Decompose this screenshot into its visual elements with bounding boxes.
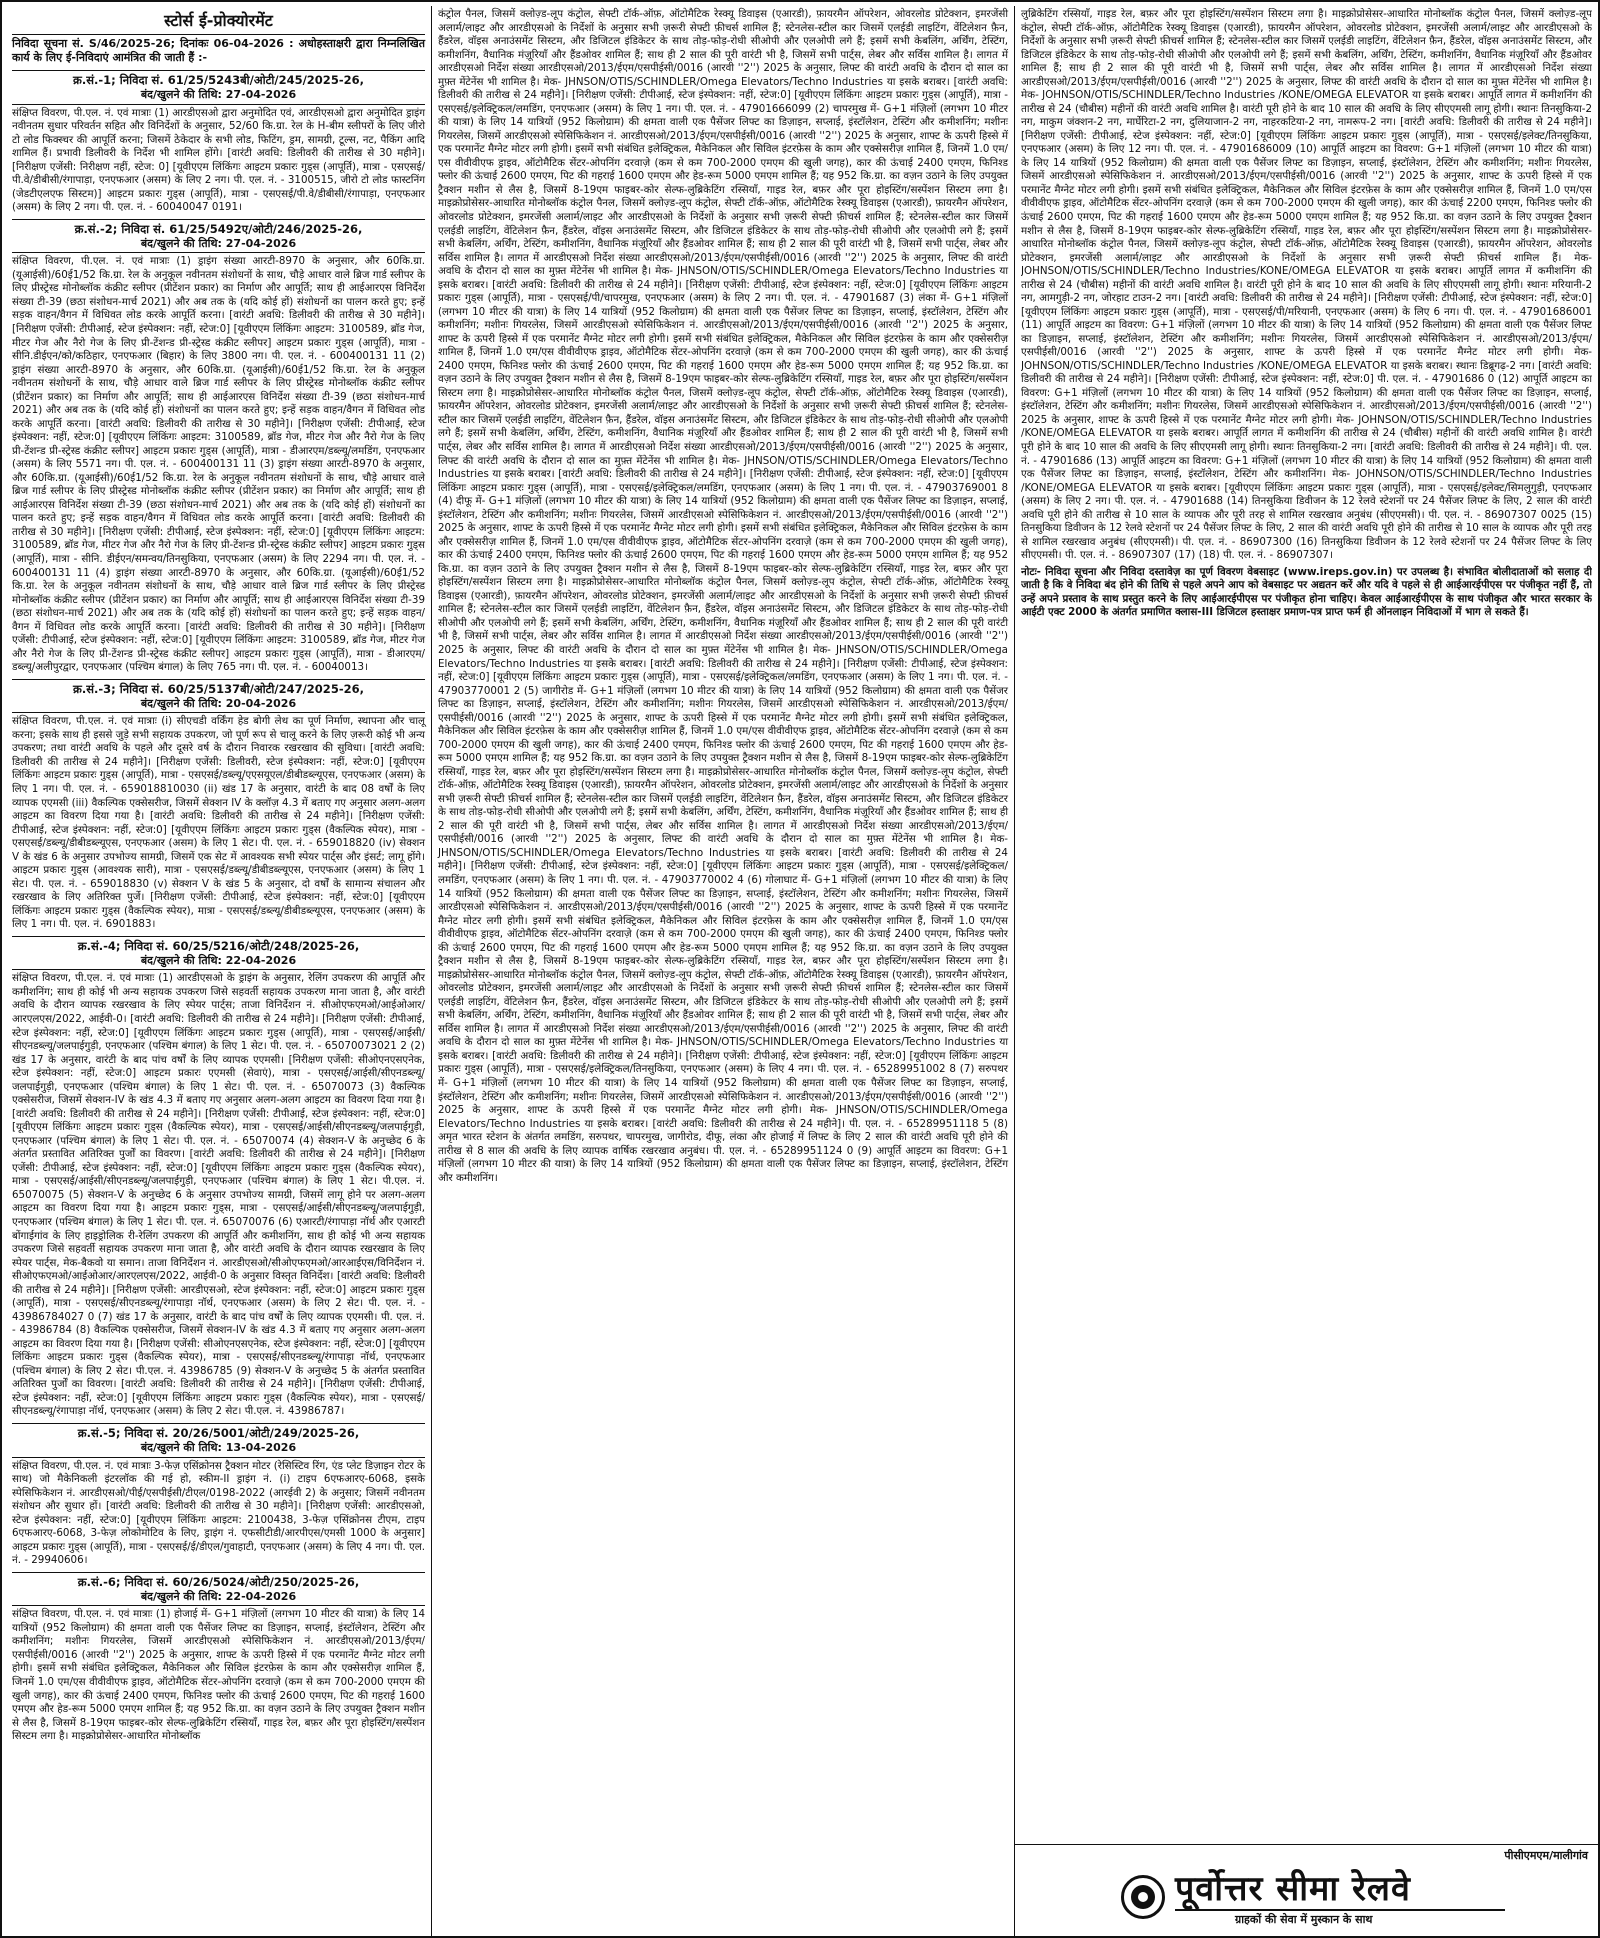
tagline-divider: [1175, 1909, 1505, 1911]
tender-2: [12, 219, 425, 675]
railway-name: पूर्वोत्तर सीमा रेलवे: [1175, 1869, 1411, 1909]
note-text: नोटः- निविदा सूचना और निविदा दस्तावेज़ का पूर्ण विवरण वेबसाइट (www.ireps.gov.in) पर उपलब्ध है। संभावित बोलीदाताओं को सलाह दी जाती है कि वे निविदा बंद होने की तिथि से पहले अपने आप को वेबसाइट पर अद्यतन करें और यदि वे पहले से ही आईआरईपीएस पर पंजीकृत नहीं हैं, तो उन्हें अपने प्रस्ताव के साथ प्रस्तुत करने के लिए आईआरईपीएस पर पंजीकृत होना चाहिए। केवल आईआरईपीएस के साथ पंजीकृत और भारत सरकार के आईटी एक्ट 2000 के अंतर्गत प्रमाणित क्लास-III डिजिटल हस्ताक्षर प्रमाण-पत्र प्राप्त फर्म ही ऑनलाइन निविदाओं में भाग ले सकते हैं।: [1021, 565, 1592, 619]
tender-description: संक्षिप्त विवरण, पी.एल. नं. एवं मात्राः (1) होजाई में- G+1 मंज़िलों (लगभग 10 मीटर की यात्रा) के लिए 14 यात्रियों (952 किलोग्राम) की क्षमता वाली एक पैसेंजर लिफ्ट का डिज़ाइन, सप्लाई, इंस्टॉलेशन, टेस्टिंग और कमीशनिंग; मशीनः गियरलेस, जिसमें आरडीएसओ स्पेसिफिकेशन नं. आरडीएसओ/2013/ईएम/एसपीईसी/0016 (आरवी ''2'') 2025 के अनुसार, शाफ्ट के ऊपरी हिस्से में एक परमानेंट मैग्नेट मोटर लगी होगी। इसमें सभी संबंधित इलेक्ट्रिकल, मैकेनिकल और सिविल इंटरफ़ेस के काम और एक्सेसरीज़ शामिल हैं, जिनमें 1.0 एम/एस वीवीवीएफ ड्राइव, ऑटोमैटिक सेंटर-ओपनिंग दरवाज़े (कम से कम 700-2000 एमएम की खुली जगह), कार की ऊंचाई 2400 एमएम, फिनिश्ड फ्लोर की ऊंचाई 2600 एमएम, पिट की गहराई 1600 एमएम और हेड-रूम 5000 एमएम शामिल हैं; यह 952 कि.ग्रा. का वज़न उठाने के लिए उपयुक्त ट्रैक्शन मशीन से लैस है, जिसमें 8-19एम फाइबर-कोर सेल्फ-लुब्रिकेटिंग रस्सियाँ, गाइड रेल, बफ़र और पूरा होइस्टिंग/सस्पेंशन सिस्टम लगा है। माइक्रोप्रोसेसर-आधारित मोनोब्लॉक: [12, 1608, 425, 1743]
tender-6-continuation-2: लुब्रिकेटिंग रस्सियाँ, गाइड रेल, बफ़र और पूरा होइस्टिंग/सस्पेंशन सिस्टम लगा है। माइक्रोप्रोसेसर-आधारित मोनोब्लॉक कंट्रोल पैनल, जिसमें क्लोज़्ड-लूप कंट्रोल, सेफ्टी टॉर्क-ऑफ़, ऑटोमैटिक रेस्क्यू डिवाइस (एआरडी), फ़ायरमैन ऑपरेशन, ओवरलोड प्रोटेक्शन, इमरजेंसी अलार्म/लाइट और आरडीएसओ के निर्देशों के अनुसार सभी ज़रूरी सेफ्टी फ़ीचर्स शामिल हैं; स्टेनलेस-स्टील कार जिसमें एलईडी लाइटिंग, वेंटिलेशन फ़ैन, हैंडरेल, वॉइस अनाउंसमेंट सिस्टम, और डिजिटल इंडिकेटर के साथ तोड़-फोड़-रोधी सीओपी और एलओपी लगे हैं; इसमें सभी केबलिंग, अर्थिंग, टेस्टिंग, कमीशनिंग, वैधानिक मंज़ूरियाँ और हैंडओवर शामिल हैं; साथ ही 2 साल की पूरी वारंटी भी है, जिसमें सभी पार्ट्स, लेबर और सर्विस शामिल है। लागत में आरडीएसओ निर्देश संख्या आरडीएसओ/2013/ईएम/एसपीईसी/0016 (आरवी ''2'') 2025 के अनुसार, लिफ्ट की वारंटी अवधि के दौरान दो साल का मुफ़्त मेंटेनेंस भी शामिल है। मेक- JOHNSON/OTIS/SCHINDLER/Techno Industries /KONE/OMEGA ELEVATOR या इसके बराबर। आपूर्ति लागत में कमीशनिंग की तारीख से 24 (चौबीस) महीनों की वारंटी अवधि शामिल है। वारंटी पूरी होने के बाद 10 साल की अवधि के लिए सीएएमसी लागू होगी। स्थानः तिनसुकिया-2 नग, माकुम जंक्शन-2 नग, मार्घेरिटा-2 नग, दुलियाजान-2 नग, नाहरकटिया-2 नग, नामरूप-2 नग। [वारंटी अवधि: डिलीवरी की तारीख से 24 महीने]। [निरीक्षण एजेंसी: टीपीआई, स्टेज इंस्पेक्शन: नहीं, स्टेज:0] [यूवीएएम लिंकिंगः आइटम प्रकारः गुड्स (आपूर्ति), मात्रा - एसएसई/इलेक्ट/तिनसुकिया, एनएफआर (असम) के लिए 12 नग। पी. एल. नं. - 47901686009 (10) आपूर्ति आइटम का विवरण: G+1 मंज़िलों (लगभग 10 मीटर की यात्रा) के लिए 14 यात्रियों (952 किलोग्राम) की क्षमता वाली एक पैसेंजर लिफ्ट का डिज़ाइन, सप्लाई, इंस्टॉलेशन, टेस्टिंग और कमीशनिंग; मशीनः गियरलेस, जिसमें आरडीएसओ स्पेसिफिकेशन नं. आरडीएसओ/2013/ईएम/एसपीईसी/0016 (आरवी ''2'') 2025 के अनुसार, शाफ्ट के ऊपरी हिस्से में एक परमानेंट मैग्नेट मोटर लगी होगी। इसमें सभी संबंधित इलेक्ट्रिकल, मैकेनिकल और सिविल इंटरफ़ेस के काम और एक्सेसरीज़ शामिल हैं, जिनमें 1.0 एम/एस वीवीवीएफ ड्राइव, ऑटोमैटिक सेंटर-ओपनिंग दरवाज़े (कम से कम 700-2000 एमएम की खुली जगह), कार की ऊंचाई 2200 एमएम, फिनिश्ड फ्लोर की ऊंचाई 2600 एमएम, पिट की गहराई 1600 एमएम और हेड-रूम 5000 एमएम शामिल हैं; यह 952 कि.ग्रा. का वज़न उठाने के लिए उपयुक्त ट्रैक्शन मशीन से लैस है, जिसमें 8-19एम फाइबर-कोर सेल्फ-लुब्रिकेटिंग रस्सियाँ, गाइड रेल, बफ़र और पूरा होइस्टिंग/सस्पेंशन सिस्टम लगा है। माइक्रोप्रोसेसर-आधारित मोनोब्लॉक कंट्रोल पैनल, जिसमें क्लोज़्ड-लूप कंट्रोल, सेफ्टी टॉर्क-ऑफ़, ऑटोमैटिक रेस्क्यू डिवाइस (एआरडी), फ़ायरमैन ऑपरेशन, ओवरलोड प्रोटेक्शन, इमरजेंसी अलार्म/लाइट और आरडीएसओ के निर्देशों के अनुसार सभी ज़रूरी सेफ्टी फ़ीचर्स शामिल हैं। मेक- JOHNSON/OTIS/SCHINDLER/Techno Industries/KONE/OMEGA ELEVATOR या इसके बराबर। आपूर्ति लागत में कमीशनिंग की तारीख से 24 (चौबीस) महीनों की वारंटी अवधि शामिल है। वारंटी पूरी होने के बाद 10 साल की अवधि के लिए सीएएमसी लागू होगी। स्थानः मरियानी-2 नग, आमगुड़ी-2 नग, जोरहाट टाउन-2 नग। [वारंटी अवधि: डिलीवरी की तारीख से 24 महीने]। [निरीक्षण एजेंसी: टीपीआई, स्टेज इंस्पेक्शन: नहीं, स्टेज:0] [यूवीएएम लिंकिंगः आइटम प्रकारः गुड्स (आपूर्ति), मात्रा - एसएसई/पी/मरियानी, एनएफआर (असम) के लिए 6 नग। पी. एल. नं. - 47901686001 (11) आपूर्ति आइटम का विवरण: G+1 मंज़िलों (लगभग 10 मीटर की यात्रा) के लिए 14 यात्रियों (952 किलोग्राम) की क्षमता वाली एक पैसेंजर लिफ्ट का डिज़ाइन, सप्लाई, इंस्टॉलेशन, टेस्टिंग और कमीशनिंग; मशीनः गियरलेस, जिसमें आरडीएसओ स्पेसिफिकेशन नं. आरडीएसओ/2013/ईएम/एसपीईसी/0016 (आरवी ''2'') 2025 के अनुसार, शाफ्ट के ऊपरी हिस्से में एक परमानेंट मैग्नेट मोटर लगी होगी। मेक- JOHNSON/OTIS/SCHINDLER/Techno Industries /KONE/OMEGA ELEVATOR या इसके बराबर। स्थानः डिब्रूगढ़-2 नग। [वारंटी अवधि: डिलीवरी की तारीख से 24 महीने]। [निरीक्षण एजेंसी: टीपीआई, स्टेज इंस्पेक्शन: नहीं, स्टेज:0] पी. एल. नं. - 47901686 0 (12) आपूर्ति आइटम का विवरण: G+1 मंज़िलों (लगभग 10 मीटर की यात्रा) के लिए 14 यात्रियों (952 किलोग्राम) की क्षमता वाली एक पैसेंजर लिफ्ट का डिज़ाइन, सप्लाई, इंस्टॉलेशन, टेस्टिंग और कमीशनिंग; मशीनः गियरलेस, जिसमें आरडीएसओ स्पेसिफिकेशन नं. आरडीएसओ/2013/ईएम/एसपीईसी/0016 (आरवी ''2'') 2025 के अनुसार, शाफ्ट के ऊपरी हिस्से में एक परमानेंट मैग्नेट मोटर लगी होगी। मेक- JOHNSON/OTIS/SCHINDLER/Techno Industries /KONE/OMEGA ELEVATOR या इसके बराबर। आपूर्ति लागत में कमीशनिंग की तारीख से 24 (चौबीस) महीनों की वारंटी अवधि शामिल है। वारंटी पूरी होने के बाद 10 साल की अवधि के लिए सीएएमसी लागू होगी। स्थानः तिनसुकिया-2 नग। [वारंटी अवधि: डिलीवरी की तारीख से 24 महीने]। पी. एल. नं. - 47901686 (13) आपूर्ति आइटम का विवरण: G+1 मंज़िलों (लगभग 10 मीटर की यात्रा) के लिए 14 यात्रियों (952 किलोग्राम) की क्षमता वाली एक पैसेंजर लिफ्ट का डिज़ाइन, सप्लाई, इंस्टॉलेशन, टेस्टिंग और कमीशनिंग। मेक- JOHNSON/OTIS/SCHINDLER/Techno Industries /KONE/OMEGA ELEVATOR या इसके बराबर। [यूवीएएम लिंकिंगः आइटम प्रकारः गुड्स (आपूर्ति), मात्रा - एसएसई/इलेक्ट/सिमलुगुड़ी, एनएफआर (असम) के लिए 2 नग। पी. एल. नं. - 47901688 (14) तिनसुकिया डिवीजन के 12 रेलवे स्टेशनों पर 24 पैसेंजर लिफ्ट के लिए, 2 साल की वारंटी अवधि पूरी होने की तारीख से 10 साल के व्यापक और पूरी तरह से शामिल रखरखाव अनुबंध (सीएएमसी)। पी. एल. नं. - 86907307 0025 (15) तिनसुकिया डिवीजन के 12 रेलवे स्टेशनों पर 24 पैसेंजर लिफ्ट के लिए, 2 साल की वारंटी अवधि पूरी होने की तारीख से 10 साल के व्यापक और पूरी तरह से शामिल रखरखाव अनुबंध (सीएएमसी)। पी. एल. नं. - 86907300 (16) तिनसुकिया डिवीजन के 12 रेलवे स्टेशनों पर 24 पैसेंजर लिफ्ट के लिए सीएएमसी। पी. एल. नं. - 86907307 (17) (18) पी. एल. नं. - 86907307।: [1021, 8, 1592, 562]
tender-number: क्र.सं.-1; निविदा सं. 61/25/5243बी/ओटी/245/2025-26,: [73, 72, 364, 87]
tender-number: क्र.सं.-4; निविदा सं. 60/25/5216/ओटी/248/2025-26,: [77, 938, 360, 953]
tender-5: [12, 1423, 425, 1568]
tender-description: संक्षिप्त विवरण, पी.एल. नं. एवं मात्राः (1) आरडीएसओ के ड्राइंग के अनुसार, रेलिंग उपकरण की आपूर्ति और कमीशनिंग; साथ ही कोई भी अन्य सहायक उपकरण जिसे सहवर्ती सहायक उपकरण माना जाता है, और वारंटी अवधि के दौरान व्यापक रखरखाव के लिए स्पेयर पार्ट्स; ताजा विनिर्देशन नं. सीओएफएमओ/आईओआर/आरएलएस/2022, आईवी-0। [वारंटी अवधि: डिलीवरी की तारीख से 24 महीने]। [निरीक्षण एजेंसी: टीपीआई, स्टेज इंस्पेक्शन: नहीं, स्टेज:0] [यूवीएएम लिंकिंगः आइटम प्रकारः गुड्स (आपूर्ति), मात्रा - एसएसई/आईसी/सीएनडब्ल्यू/जलपाईगुड़ी, एनएफआर (पश्चिम बंगाल) के लिए 1 सेट। पी. एल. नं. - 65070073021 2 (2) खंड 17 के अनुसार, वारंटी के बाद पांच वर्षों के लिए व्यापक एएमसी। [निरीक्षण एजेंसी: सीओएनएसएनेक, स्टेज इंस्पेक्शन: नहीं, स्टेज:0] आइटम प्रकारः एएमसी (सेवाएं), मात्रा - एसएसई/आईसी/सीएनडब्ल्यू/जलपाईगुड़ी, एनएफआर (पश्चिम बंगाल) के लिए 1 सेट। पी. एल. नं. - 65070073 (3) वैकल्पिक एक्सेसरीज, जिसमें सेक्शन-IV के खंड 4.3 में बताए गए अनुसार अलग-अलग आइटम का विवरण दिया गया है। [वारंटी अवधि: डिलीवरी की तारीख से 24 महीने]। [निरीक्षण एजेंसी: टीपीआई, स्टेज इंस्पेक्शन: नहीं, स्टेज:0] [यूवीएएम लिंकिंगः आइटम प्रकारः गुड्स (वैकल्पिक स्पेयर), मात्रा - एसएसई/आईसी/सीएनडब्ल्यू/जलपाईगुड़ी, एनएफआर (पश्चिम बंगाल) के लिए 1 सेट। पी. एल. नं. - 65070074 (4) सेक्शन-V के अनुच्छेद 6 के अंतर्गत प्रस्तावित अतिरिक्त पुर्जों का विवरण। [वारंटी अवधि: डिलीवरी की तारीख से 24 महीने]। [निरीक्षण एजेंसी: टीपीआई, स्टेज इंस्पेक्शन: नहीं, स्टेज:0] [यूवीएएम लिंकिंगः आइटम प्रकारः गुड्स (वैकल्पिक स्पेयर), मात्रा - एसएसई/आईसी/सीएनडब्ल्यू/जलपाईगुड़ी, एनएफआर (पश्चिम बंगाल) के लिए 1 सेट। पी.एल. नं. 65070075 (5) सेक्शन-V के अनुच्छेद 6 के अनुसार उपभोज्य सामग्री, जिसमें लागू होने पर अलग-अलग आइटम का विवरण दिया गया है। आइटम प्रकारः गुड्स, मात्रा - एसएसई/आईसी/सीएनडब्ल्यू/जलपाईगुड़ी, एनएफआर (पश्चिम बंगाल) के लिए 1 सेट। पी. एल. नं. 65070076 (6) एआरटी/रंगापाड़ा नॉर्थ और एआरटी बोंगाईगांव के लिए हाइड्रोलिक री-रेलिंग उपकरण की आपूर्ति और कमीशनिंग, साथ ही कोई भी अन्य सहायक उपकरण जिसे सहवर्ती सहायक उपकरण माना जाता है, और वारंटी अवधि के दौरान व्यापक रखरखाव के लिए स्पेयर पार्ट्स, मेक-बैकवो या समान। ताजा विनिर्देशन नं. आरडीएसओ/सीओएफएमओ/आरआईएस/विनिर्देशन नं. सीओएफएमओ/आईओआर/आरएलएस/2022, आईवी-0 के अनुसार विस्तृत विनिर्देश। [वारंटी अवधि: डिलीवरी की तारीख से 24 महीने]। [निरीक्षण एजेंसी: आरडीएसओ, स्टेज इंस्पेक्शन: नहीं, स्टेज:0] आइटम प्रकारः गुड्स (आपूर्ति), मात्रा - एसएसई/सीएनडब्ल्यू/रंगापाड़ा नॉर्थ, एनएफआर (असम) के लिए 2 सेट। पी. एल. नं. - 43986784027 0 (7) खंड 17 के अनुसार, वारंटी के बाद पांच वर्षों के लिए व्यापक एएमसी। पी. एल. नं. - 43986784 (8) वैकल्पिक एक्सेसरीज, जिसमें सेक्शन-IV के खंड 4.3 में बताए गए अनुसार अलग-अलग आइटम का विवरण दिया गया है। [निरीक्षण एजेंसी: सीओएनएसएनेक, स्टेज इंस्पेक्शन: नहीं, स्टेज:0] [यूवीएएम लिंकिंगः आइटम प्रकारः गुड्स (वैकल्पिक स्पेयर), मात्रा - एसएसई/सीएनडब्ल्यू/रंगापाड़ा नॉर्थ, एनएफआर (पश्चिम बंगाल) के लिए 2 सेट। पी.एल. नं. 43986785 (9) सेक्शन-V के अनुच्छेद 5 के अंतर्गत प्रस्तावित अतिरिक्त पुर्जों का विवरण। [वारंटी अवधि: डिलीवरी की तारीख से 24 महीने]। [निरीक्षण एजेंसी: टीपीआई, स्टेज इंस्पेक्शन: नहीं, स्टेज:0] [यूवीएएम लिंकिंगः आइटम प्रकारः गुड्स (वैकल्पिक स्पेयर), मात्रा - एसएसई/सीएनडब्ल्यू/रंगापाड़ा नॉर्थ, एनएफआर (असम) के लिए 2 सेट। पी.एल. नं. 43986787।: [12, 972, 425, 1418]
closing-date: बंद/खुलने की तिथि: 22-04-2026: [12, 954, 425, 970]
tender-4: [12, 936, 425, 1419]
column-1: [6, 6, 432, 1936]
column-3-text: [1021, 8, 1592, 1840]
tender-description: संक्षिप्त विवरण, पी.एल. नं. एवं मात्राः (1) आरडीएसओ द्वारा अनुमोदित एवं, आरडीएसओ द्वारा अनुमोदित ड्राइंग नवीनतम सुधार परिवर्तन सहित और विनिर्देशों के अनुसार, 52/60 कि.ग्रा. रेल के H-बीम स्लीपरों के लिए जीरो टो लोड फिक्स्चर की आपूर्ति करना; जिसमें ठेकेदार के सभी लोड, फिटिंग, ड्रम, सामग्री, टूल्स, नट, पैकिंग आदि शामिल हैं। प्रभावी डिलीवरी के निर्देश भी शामिल होंगे। [वारंटी अवधि: डिलीवरी की तारीख से 30 महीने]। [निरीक्षण एजेंसी: निरीक्षण नहीं, स्टेज: 0] [यूवीएएम लिंकिंगः आइटम प्रकारः गुड्स (आपूर्ति), मात्रा - एसएसई/पी.वे/डीबीसी/रंगापाड़ा, एनएफआर (असम) के लिए 2 नग। पी. एल. नं. - 3100515, जीरो टो लोड फास्टनिंग (जेडटीएलएफ सिस्टम)] आइटम प्रकारः गुड्स (आपूर्ति), मात्रा - एसएसई/पी.वे/डीबीसी/रंगापाड़ा, एनएफआर (असम) के लिए 2 नग। पी. एल. नं. - 60040047 0191।: [12, 106, 425, 214]
closing-date: बंद/खुलने की तिथि: 20-04-2026: [12, 697, 425, 713]
tender-description: संक्षिप्त विवरण, पी.एल. नं. एवं मात्राः (1) ड्राइंग संख्या आरटी-8970 के अनुसार, और 60कि.ग्रा. (यूआईसी)/60ई1/52 कि.ग्रा. रेल के अनुकूल नवीनतम संशोधनों के साथ, चौड़े आधार वाले ब्रिज गार्ड स्लीपर के लिए प्रीस्ट्रेस्ड मोनोब्लॉक कंक्रीट स्लीपर (प्रीटेंशन प्रकार) का निर्माण और आपूर्ति; साथ ही आईआरएस विनिर्देश संख्या टी-39 (छठा संशोधन-मार्च 2021) और अब तक के (यदि कोई हों) संशोधनों का पालन करते हुए; इन्हें सड़क वाहन/वैगन में विधिवत लोड करके आपूर्ति करना। [वारंटी अवधि: डिलीवरी की तारीख से 30 महीने]। [निरीक्षण एजेंसी: टीपीआई, स्टेज इंस्पेक्शन: नहीं, स्टेज:0] [यूवीएएम लिंकिंगः आइटम: 3100589, ब्रॉड गेज, मीटर गेज और नैरो गेज के लिए प्री-टेंशन्ड प्री-स्ट्रेस्ड कंक्रीट स्लीपर] आइटम प्रकारः गुड्स (आपूर्ति), मात्रा - सीनि.डीईएन/को/कठिहार, एनएफआर (बिहार) के लिए 3800 नग। पी. एल. नं. - 600400131 11 (2) ड्राइंग संख्या आरटी-8970 के अनुसार, और 60कि.ग्रा. (यूआईसी)/60ई1/52 कि.ग्रा. रेल के अनुकूल नवीनतम संशोधनों के साथ, चौड़े आधार वाले ब्रिज गार्ड स्लीपर के लिए प्रीस्ट्रेस्ड मोनोब्लॉक कंक्रीट स्लीपर (प्रीटेंशन प्रकार) का निर्माण और आपूर्ति; साथ ही आईआरएस विनिर्देश संख्या टी-39 (छठा संशोधन-मार्च 2021) और अब तक के (यदि कोई हों) संशोधनों का पालन करते हुए; इन्हें सड़क वाहन/वैगन में विधिवत लोड करके आपूर्ति करना। [वारंटी अवधि: डिलीवरी की तारीख से 30 महीने]। [निरीक्षण एजेंसी: टीपीआई, स्टेज इंस्पेक्शन: नहीं, स्टेज:0] [यूवीएएम लिंकिंगः आइटम: 3100589, ब्रॉड गेज, मीटर गेज और नैरो गेज के लिए प्री-टेंशन्ड प्री-स्ट्रेस्ड कंक्रीट स्लीपर] आइटम प्रकारः गुड्स (आपूर्ति), मात्रा - डीआरएम/डब्ल्यू/लमडिंग, एनएफआर (असम) के लिए 5571 नग। पी. एल. नं. - 600400131 11 (3) ड्राइंग संख्या आरटी-8970 के अनुसार, और 60कि.ग्रा. (यूआईसी)/60ई1/52 कि.ग्रा. रेल के अनुकूल नवीनतम संशोधनों के साथ, चौड़े आधार वाले ब्रिज गार्ड स्लीपर के लिए प्रीस्ट्रेस्ड मोनोब्लॉक कंक्रीट स्लीपर (प्रीटेंशन प्रकार) का निर्माण और आपूर्ति; साथ ही आईआरएस विनिर्देश संख्या टी-39 (छठा संशोधन-मार्च 2021) और अब तक के (यदि कोई हों) संशोधनों का पालन करते हुए; इन्हें सड़क वाहन/वैगन में विधिवत लोड करके आपूर्ति करना। [वारंटी अवधि: डिलीवरी की तारीख से 30 महीने]। [निरीक्षण एजेंसी: टीपीआई, स्टेज इंस्पेक्शन: नहीं, स्टेज:0] [यूवीएएम लिंकिंगः आइटम: 3100589, ब्रॉड गेज, मीटर गेज और नैरो गेज के लिए प्री-टेंशन्ड प्री-स्ट्रेस्ड कंक्रीट स्लीपर] आइटम प्रकारः गुड्स (आपूर्ति), मात्रा - सीनि. डीईएन/समन्वय/तिनसुकिया, एनएफआर (असम) के लिए 2294 नग। पी. एल. नं. - 600400131 11 (4) ड्राइंग संख्या आरटी-8970 के अनुसार, और 60कि.ग्रा. (यूआईसी)/60ई1/52 कि.ग्रा. रेल के अनुकूल नवीनतम संशोधनों के साथ, चौड़े आधार वाले ब्रिज गार्ड स्लीपर के लिए प्रीस्ट्रेस्ड मोनोब्लॉक कंक्रीट स्लीपर (प्रीटेंशन प्रकार) का निर्माण और आपूर्ति; साथ ही आईआरएस विनिर्देश संख्या टी-39 (छठा संशोधन-मार्च 2021) और अब तक के (यदि कोई हों) संशोधनों का पालन करते हुए; इन्हें सड़क वाहन/वैगन में विधिवत लोड करके आपूर्ति करना। [वारंटी अवधि: डिलीवरी की तारीख से 30 महीने]। [निरीक्षण एजेंसी: टीपीआई, स्टेज इंस्पेक्शन: नहीं, स्टेज:0] [यूवीएएम लिंकिंगः आइटम: 3100589, ब्रॉड गेज, मीटर गेज और नैरो गेज के लिए प्री-टेंशन्ड प्री-स्ट्रेस्ड कंक्रीट स्लीपर] आइटम प्रकारः गुड्स (आपूर्ति), मात्रा - डीआरएम/डब्ल्यू/अलीपुरद्वार, एनएफआर (पश्चिम बंगाल) के लिए 765 नग। पी. एल. नं. - 60040013।: [12, 255, 425, 674]
tender-description: संक्षिप्त विवरण, पी.एल. नं. एवं मात्राः (i) सीएचडी वर्किंग हेड बोगी लेथ का पूर्ण निर्माण, स्थापना और चालू करना; इसके साथ ही इससे जुड़े सभी सहायक उपकरण, जो पूर्ण रूप से चालू करने के लिए ज़रूरी कोई भी अन्य उपकरण; तथा वारंटी अवधि के पहले और दूसरे वर्ष के दौरान निवारक रखरखाव की सुविधा। [वारंटी अवधि: डिलीवरी की तारीख से 24 महीने]। [निरीक्षण एजेंसी: डिलीवरी, स्टेज इंस्पेक्शन: नहीं, स्टेज:0] [यूवीएएम लिंकिंगः आइटम प्रकारः गुड्स (आपूर्ति), मात्रा - एसएसई/डब्ल्यू/एएसयूएल/डीबीडब्ल्यूएस, एनएफआर (असम) के लिए 1 नग। पी. एल. नं. - 659018810030 (ii) खंड 17 के अनुसार, वारंटी के बाद 08 वर्षों के लिए व्यापक एएमसी (iii) वैकल्पिक एक्सेसरीज, जिसमें सेक्शन IV के क्लॉज़ 4.3 में बताए गए अनुसार अलग-अलग आइटम का विवरण दिया गया है। [वारंटी अवधि: डिलीवरी की तारीख से 24 महीने]। [निरीक्षण एजेंसी: टीपीआई, स्टेज इंस्पेक्शन: नहीं, स्टेज:0] [यूवीएएम लिंकिंगः आइटम प्रकारः गुड्स (वैकल्पिक स्पेयर), मात्रा - एसएसई/डब्ल्यू/डीबीडब्ल्यूएस, एनएफआर (असम) के लिए 1 सेट। पी. एल. नं. - 659018820 (iv) सेक्शन V के खंड 6 के अनुसार उपभोज्य सामग्री, जिसमें एक सेट में आवश्यक सभी स्पेयर पार्ट्स और इंसर्ट; लागू होंगे। आइटम प्रकारः गुड्स (आवश्यक सारी), मात्रा - एसएसई/डब्ल्यू/डीबीडब्ल्यूएस, एनएफआर (असम) के लिए 1 सेट। पी. एल. नं. - 659018830 (v) सेक्शन V के खंड 5 के अनुसार, दो वर्षों के सामान्य संचालन और रखरखाव के लिए अतिरिक्त पुर्जे। [निरीक्षण एजेंसी: टीपीआई, स्टेज इंस्पेक्शन: नहीं, स्टेज:0] [यूवीएएम लिंकिंगः आइटम प्रकारः गुड्स (वैकल्पिक स्पेयर), मात्रा - एसएसई/डब्ल्यू/डीबीडब्ल्यूएस, एनएफआर (असम) के लिए 1 नग। पी. एल. नं. 6901883।: [12, 715, 425, 931]
tender-description: संक्षिप्त विवरण, पी.एल. नं. एवं मात्राः 3-फेज़ एसिंक्रोनस ट्रैक्शन मोटर (रेसिस्टिव रिंग, एंड प्लेट डिज़ाइन रोटर के साथ) जो मैकेनिकली इंटरलॉक की गई हो, स्कीम-II ड्राइंग नं. (i) टाइप 6एफआरए-6068, इसके स्पेसिफिकेशन नं. आरडीएसओ/पीई/एसपीईसी/टीएल/0198-2022 (आरईवी 2) के अनुसार; जिसमें नवीनतम संशोधन और सुधार हों। [वारंटी अवधि: डिलीवरी की तारीख से 30 महीने]। [निरीक्षण एजेंसी: आरडीएसओ, स्टेज इंस्पेक्शन: नहीं, स्टेज:0] [यूवीएएम लिंकिंगः आइटम: 2100438, 3-फेज़ एसिंक्रोनस टीएम, टाइप 6एफआरए-6068, 3-फेज़ लोकोमोटिव के लिए, ड्राइंग नं. एफसीटीडी/आरपीएस/एमसी 1000 के अनुसार] आइटम प्रकारः गुड्स (आपूर्ति), मात्रा - एसएसई/ई/डीएल/गुवाहाटी, एनएफआर (असम) के लिए 4 नग। पी. एल. नं. - 29940606।: [12, 1459, 425, 1567]
tender-number: क्र.सं.-5; निविदा सं. 20/26/5001/ओटी/249/2025-26,: [77, 1425, 360, 1440]
tender-1: [12, 70, 425, 215]
closing-date: बंद/खुलने की तिथि: 27-04-2026: [12, 88, 425, 104]
tender-3: [12, 679, 425, 932]
closing-date: बंद/खुलने की तिथि: 13-04-2026: [12, 1441, 425, 1457]
tender-6: [12, 1572, 425, 1744]
tender-number: क्र.सं.-6; निविदा सं. 60/26/5024/ओटी/250/2025-26,: [77, 1574, 360, 1589]
notice-title: स्टोर्स ई-प्रोक्योरमेंट: [12, 8, 425, 35]
tagline: ग्राहकों की सेवा में मुस्कान के साथ: [1235, 1913, 1373, 1926]
signature-line: पीसीएमएम/मालीगांव: [1504, 1849, 1588, 1862]
closing-date: बंद/खुलने की तिथि: 22-04-2026: [12, 1590, 425, 1606]
tender-number: क्र.सं.-2; निविदा सं. 61/25/5492ए/ओटी/246/2025-26,: [74, 221, 363, 236]
footer: [1015, 1844, 1598, 1936]
tender-6-continuation: कंट्रोल पैनल, जिसमें क्लोज़्ड-लूप कंट्रोल, सेफ्टी टॉर्क-ऑफ़, ऑटोमैटिक रेस्क्यू डिवाइस (एआरडी), फ़ायरमैन ऑपरेशन, ओवरलोड प्रोटेक्शन, इमरजेंसी अलार्म/लाइट और आरडीएसओ के निर्देशों के अनुसार सभी ज़रूरी सेफ्टी फ़ीचर्स शामिल हैं; स्टेनलेस-स्टील कार जिसमें एलईडी लाइटिंग, वेंटिलेशन फ़ैन, हैंडरेल, वॉइस अनाउंसमेंट सिस्टम, और डिजिटल इंडिकेटर के साथ तोड़-फोड़-रोधी सीओपी और एलओपी लगे हैं; इसमें सभी केबलिंग, अर्थिंग, टेस्टिंग, कमीशनिंग, वैधानिक मंज़ूरियाँ और हैंडओवर शामिल हैं; साथ ही 2 साल की पूरी वारंटी भी है, जिसमें सभी पार्ट्स, लेबर और सर्विस शामिल है। लागत में आरडीएसओ निर्देश संख्या आरडीएसओ/2013/ईएम/एसपीईसी/0016 (आरवी ''2'') 2025 के अनुसार, लिफ्ट की वारंटी अवधि के दौरान दो साल का मुफ़्त मेंटेनेंस भी शामिल है। मेक- JHNSON/OTIS/SCHINDLER/Omega Elevators/Techno Industries या इसके बराबर। [वारंटी अवधि: डिलीवरी की तारीख से 24 महीने]। [निरीक्षण एजेंसी: टीपीआई, स्टेज इंस्पेक्शन: नहीं, स्टेज:0] [यूवीएएम लिंकिंगः आइटम प्रकारः गुड्स (आपूर्ति), मात्रा - एसएसई/इलेक्ट्रिकल/लमडिंग, एनएफआर (असम) के लिए 1 नग। पी. एल. नं. - 47901666099 (2) चापरमुख में- G+1 मंज़िलों (लगभग 10 मीटर की यात्रा) के लिए 14 यात्रियों (952 किलोग्राम) की क्षमता वाली एक पैसेंजर लिफ्ट का डिज़ाइन, सप्लाई, इंस्टॉलेशन, टेस्टिंग और कमीशनिंग; मशीनः गियरलेस, जिसमें आरडीएसओ स्पेसिफिकेशन नं. आरडीएसओ/2013/ईएम/एसपीईसी/0016 (आरवी ''2'') 2025 के अनुसार, शाफ्ट के ऊपरी हिस्से में एक परमानेंट मैग्नेट मोटर लगी होगी। इसमें सभी संबंधित इलेक्ट्रिकल, मैकेनिकल और सिविल इंटरफ़ेस के काम और एक्सेसरीज़ शामिल हैं, जिनमें 1.0 एम/एस वीवीवीएफ ड्राइव, ऑटोमैटिक सेंटर-ओपनिंग दरवाज़े (कम से कम 700-2000 एमएम की खुली जगह), कार की ऊंचाई 2400 एमएम, फिनिश्ड फ्लोर की ऊंचाई 2600 एमएम, पिट की गहराई 1600 एमएम और हेड-रूम 5000 एमएम शामिल हैं; यह 952 कि.ग्रा. का वज़न उठाने के लिए उपयुक्त ट्रैक्शन मशीन से लैस है, जिसमें 8-19एम फाइबर-कोर सेल्फ-लुब्रिकेटिंग रस्सियाँ, गाइड रेल, बफ़र और पूरा होइस्टिंग/सस्पेंशन सिस्टम लगा है। माइक्रोप्रोसेसर-आधारित मोनोब्लॉक कंट्रोल पैनल, जिसमें क्लोज़्ड-लूप कंट्रोल, सेफ्टी टॉर्क-ऑफ़, ऑटोमैटिक रेस्क्यू डिवाइस (एआरडी), फ़ायरमैन ऑपरेशन, ओवरलोड प्रोटेक्शन, इमरजेंसी अलार्म/लाइट और आरडीएसओ के निर्देशों के अनुसार सभी ज़रूरी सेफ्टी फ़ीचर्स शामिल हैं; स्टेनलेस-स्टील कार जिसमें एलईडी लाइटिंग, वेंटिलेशन फ़ैन, हैंडरेल, वॉइस अनाउंसमेंट सिस्टम, और डिजिटल इंडिकेटर के साथ तोड़-फोड़-रोधी सीओपी और एलओपी लगे हैं; इसमें सभी केबलिंग, अर्थिंग, टेस्टिंग, कमीशनिंग, वैधानिक मंज़ूरियाँ और हैंडओवर शामिल हैं; साथ ही 2 साल की पूरी वारंटी भी है, जिसमें सभी पार्ट्स, लेबर और सर्विस शामिल है। लागत में आरडीएसओ निर्देश संख्या आरडीएसओ/2013/ईएम/एसपीईसी/0016 (आरवी ''2'') 2025 के अनुसार, लिफ्ट की वारंटी अवधि के दौरान दो साल का मुफ़्त मेंटेनेंस भी शामिल है। मेक- JHNSON/OTIS/SCHINDLER/Omega Elevators/Techno Industries या इसके बराबर। [वारंटी अवधि: डिलीवरी की तारीख से 24 महीने]। [निरीक्षण एजेंसी: टीपीआई, स्टेज इंस्पेक्शन: नहीं, स्टेज:0] [यूवीएएम लिंकिंगः आइटम प्रकारः गुड्स (आपूर्ति), मात्रा - एसएसई/पी/चापरमुख, एनएफआर (असम) के लिए 2 नग। पी. एल. नं. - 47901687 (3) लंका में- G+1 मंज़िलों (लगभग 10 मीटर की यात्रा) के लिए 14 यात्रियों (952 किलोग्राम) की क्षमता वाली एक पैसेंजर लिफ्ट का डिज़ाइन, सप्लाई, इंस्टॉलेशन, टेस्टिंग और कमीशनिंग; मशीनः गियरलेस, जिसमें आरडीएसओ स्पेसिफिकेशन नं. आरडीएसओ/2013/ईएम/एसपीईसी/0016 (आरवी ''2'') 2025 के अनुसार, शाफ्ट के ऊपरी हिस्से में एक परमानेंट मैग्नेट मोटर लगी होगी। इसमें सभी संबंधित इलेक्ट्रिकल, मैकेनिकल और सिविल इंटरफ़ेस के काम और एक्सेसरीज़ शामिल हैं, जिनमें 1.0 एम/एस वीवीवीएफ ड्राइव, ऑटोमैटिक सेंटर-ओपनिंग दरवाज़े (कम से कम 700-2000 एमएम की खुली जगह), कार की ऊंचाई 2400 एमएम, फिनिश्ड फ्लोर की ऊंचाई 2600 एमएम, पिट की गहराई 1600 एमएम और हेड-रूम 5000 एमएम शामिल हैं; यह 952 कि.ग्रा. का वज़न उठाने के लिए उपयुक्त ट्रैक्शन मशीन से लैस है, जिसमें 8-19एम फाइबर-कोर सेल्फ-लुब्रिकेटिंग रस्सियाँ, गाइड रेल, बफ़र और पूरा होइस्टिंग/सस्पेंशन सिस्टम लगा है। माइक्रोप्रोसेसर-आधारित मोनोब्लॉक कंट्रोल पैनल, जिसमें क्लोज़्ड-लूप कंट्रोल, सेफ्टी टॉर्क-ऑफ़, ऑटोमैटिक रेस्क्यू डिवाइस (एआरडी), फ़ायरमैन ऑपरेशन, ओवरलोड प्रोटेक्शन, इमरजेंसी अलार्म/लाइट और आरडीएसओ के निर्देशों के अनुसार सभी ज़रूरी सेफ्टी फ़ीचर्स शामिल हैं; स्टेनलेस-स्टील कार जिसमें एलईडी लाइटिंग, वेंटिलेशन फ़ैन, हैंडरेल, वॉइस अनाउंसमेंट सिस्टम, और डिजिटल इंडिकेटर के साथ तोड़-फोड़-रोधी सीओपी और एलओपी लगे हैं; इसमें सभी केबलिंग, अर्थिंग, टेस्टिंग, कमीशनिंग, वैधानिक मंज़ूरियाँ और हैंडओवर शामिल हैं; साथ ही 2 साल की पूरी वारंटी भी है, जिसमें सभी पार्ट्स, लेबर और सर्विस शामिल है। लागत में आरडीएसओ निर्देश संख्या आरडीएसओ/2013/ईएम/एसपीईसी/0016 (आरवी ''2'') 2025 के अनुसार, लिफ्ट की वारंटी अवधि के दौरान दो साल का मुफ़्त मेंटेनेंस भी शामिल है। मेक- JHNSON/OTIS/SCHINDLER/Omega Elevators/Techno Industries या इसके बराबर। [वारंटी अवधि: डिलीवरी की तारीख से 24 महीने]। [निरीक्षण एजेंसी: टीपीआई, स्टेज इंस्पेक्शन: नहीं, स्टेज:0] [यूवीएएम लिंकिंगः आइटम प्रकारः गुड्स (आपूर्ति), मात्रा - एसएसई/इलेक्ट्रिकल/लमडिंग, एनएफआर (असम) के लिए 1 नग। पी. एल. नं. - 47903769001 8 (4) दीफू में- G+1 मंज़िलों (लगभग 10 मीटर की यात्रा) के लिए 14 यात्रियों (952 किलोग्राम) की क्षमता वाली एक पैसेंजर लिफ्ट का डिज़ाइन, सप्लाई, इंस्टॉलेशन, टेस्टिंग और कमीशनिंग; मशीनः गियरलेस, जिसमें आरडीएसओ स्पेसिफिकेशन नं. आरडीएसओ/2013/ईएम/एसपीईसी/0016 (आरवी ''2'') 2025 के अनुसार, शाफ्ट के ऊपरी हिस्से में एक परमानेंट मैग्नेट मोटर लगी होगी। इसमें सभी संबंधित इलेक्ट्रिकल, मैकेनिकल और सिविल इंटरफ़ेस के काम और एक्सेसरीज़ शामिल हैं, जिनमें 1.0 एम/एस वीवीवीएफ ड्राइव, ऑटोमैटिक सेंटर-ओपनिंग दरवाज़े (कम से कम 700-2000 एमएम की खुली जगह), कार की ऊंचाई 2400 एमएम, फिनिश्ड फ्लोर की ऊंचाई 2600 एमएम, पिट की गहराई 1600 एमएम और हेड-रूम 5000 एमएम शामिल हैं; यह 952 कि.ग्रा. का वज़न उठाने के लिए उपयुक्त ट्रैक्शन मशीन से लैस है, जिसमें 8-19एम फाइबर-कोर सेल्फ-लुब्रिकेटिंग रस्सियाँ, गाइड रेल, बफ़र और पूरा होइस्टिंग/सस्पेंशन सिस्टम लगा है। माइक्रोप्रोसेसर-आधारित मोनोब्लॉक कंट्रोल पैनल, जिसमें क्लोज़्ड-लूप कंट्रोल, सेफ्टी टॉर्क-ऑफ़, ऑटोमैटिक रेस्क्यू डिवाइस (एआरडी), फ़ायरमैन ऑपरेशन, ओवरलोड प्रोटेक्शन, इमरजेंसी अलार्म/लाइट और आरडीएसओ के निर्देशों के अनुसार सभी ज़रूरी सेफ्टी फ़ीचर्स शामिल हैं; स्टेनलेस-स्टील कार जिसमें एलईडी लाइटिंग, वेंटिलेशन फ़ैन, हैंडरेल, वॉइस अनाउंसमेंट सिस्टम, और डिजिटल इंडिकेटर के साथ तोड़-फोड़-रोधी सीओपी और एलओपी लगे हैं; इसमें सभी केबलिंग, अर्थिंग, टेस्टिंग, कमीशनिंग, वैधानिक मंज़ूरियाँ और हैंडओवर शामिल हैं; साथ ही 2 साल की पूरी वारंटी भी है, जिसमें सभी पार्ट्स, लेबर और सर्विस शामिल है। लागत में आरडीएसओ निर्देश संख्या आरडीएसओ/2013/ईएम/एसपीईसी/0016 (आरवी ''2'') 2025 के अनुसार, लिफ्ट की वारंटी अवधि के दौरान दो साल का मुफ़्त मेंटेनेंस भी शामिल है। मेक- JHNSON/OTIS/SCHINDLER/Omega Elevators/Techno Industries या इसके बराबर। [वारंटी अवधि: डिलीवरी की तारीख से 24 महीने]। [निरीक्षण एजेंसी: टीपीआई, स्टेज इंस्पेक्शन: नहीं, स्टेज:0] [यूवीएएम लिंकिंगः आइटम प्रकारः गुड्स (आपूर्ति), मात्रा - एसएसई/इलेक्ट्रिकल/लमडिंग, एनएफआर (असम) के लिए 1 नग। पी. एल. नं. - 47903770001 2 (5) जागीरोड में- G+1 मंज़िलों (लगभग 10 मीटर की यात्रा) के लिए 14 यात्रियों (952 किलोग्राम) की क्षमता वाली एक पैसेंजर लिफ्ट का डिज़ाइन, सप्लाई, इंस्टॉलेशन, टेस्टिंग और कमीशनिंग; मशीनः गियरलेस, जिसमें आरडीएसओ स्पेसिफिकेशन नं. आरडीएसओ/2013/ईएम/एसपीईसी/0016 (आरवी ''2'') 2025 के अनुसार, शाफ्ट के ऊपरी हिस्से में एक परमानेंट मैग्नेट मोटर लगी होगी। इसमें सभी संबंधित इलेक्ट्रिकल, मैकेनिकल और सिविल इंटरफ़ेस के काम और एक्सेसरीज़ शामिल हैं, जिनमें 1.0 एम/एस वीवीवीएफ ड्राइव, ऑटोमैटिक सेंटर-ओपनिंग दरवाज़े (कम से कम 700-2000 एमएम की खुली जगह), कार की ऊंचाई 2400 एमएम, फिनिश्ड फ्लोर की ऊंचाई 2600 एमएम, पिट की गहराई 1600 एमएम और हेड-रूम 5000 एमएम शामिल हैं; यह 952 कि.ग्रा. का वज़न उठाने के लिए उपयुक्त ट्रैक्शन मशीन से लैस है, जिसमें 8-19एम फाइबर-कोर सेल्फ-लुब्रिकेटिंग रस्सियाँ, गाइड रेल, बफ़र और पूरा होइस्टिंग/सस्पेंशन सिस्टम लगा है। माइक्रोप्रोसेसर-आधारित मोनोब्लॉक कंट्रोल पैनल, जिसमें क्लोज़्ड-लूप कंट्रोल, सेफ्टी टॉर्क-ऑफ़, ऑटोमैटिक रेस्क्यू डिवाइस (एआरडी), फ़ायरमैन ऑपरेशन, ओवरलोड प्रोटेक्शन, इमरजेंसी अलार्म/लाइट और आरडीएसओ के निर्देशों के अनुसार सभी ज़रूरी सेफ्टी फ़ीचर्स शामिल हैं; स्टेनलेस-स्टील कार जिसमें एलईडी लाइटिंग, वेंटिलेशन फ़ैन, हैंडरेल, वॉइस अनाउंसमेंट सिस्टम, और डिजिटल इंडिकेटर के साथ तोड़-फोड़-रोधी सीओपी और एलओपी लगे हैं; इसमें सभी केबलिंग, अर्थिंग, टेस्टिंग, कमीशनिंग, वैधानिक मंज़ूरियाँ और हैंडओवर शामिल हैं; साथ ही 2 साल की पूरी वारंटी भी है, जिसमें सभी पार्ट्स, लेबर और सर्विस शामिल है। लागत में आरडीएसओ निर्देश संख्या आरडीएसओ/2013/ईएम/एसपीईसी/0016 (आरवी ''2'') 2025 के अनुसार, लिफ्ट की वारंटी अवधि के दौरान दो साल का मुफ़्त मेंटेनेंस भी शामिल है। मेक- JHNSON/OTIS/SCHINDLER/Omega Elevators/Techno Industries या इसके बराबर। [वारंटी अवधि: डिलीवरी की तारीख से 24 महीने]। [निरीक्षण एजेंसी: टीपीआई, स्टेज इंस्पेक्शन: नहीं, स्टेज:0] [यूवीएएम लिंकिंगः आइटम प्रकारः गुड्स (आपूर्ति), मात्रा - एसएसई/इलेक्ट्रिकल/लमडिंग, एनएफआर (असम) के लिए 1 नग। पी. एल. नं. - 47903770002 4 (6) गोलाघाट में- G+1 मंज़िलों (लगभग 10 मीटर की यात्रा) के लिए 14 यात्रियों (952 किलोग्राम) की क्षमता वाली एक पैसेंजर लिफ्ट का डिज़ाइन, सप्लाई, इंस्टॉलेशन, टेस्टिंग और कमीशनिंग; मशीनः गियरलेस, जिसमें आरडीएसओ स्पेसिफिकेशन नं. आरडीएसओ/2013/ईएम/एसपीईसी/0016 (आरवी ''2'') 2025 के अनुसार, शाफ्ट के ऊपरी हिस्से में एक परमानेंट मैग्नेट मोटर लगी होगी। इसमें सभी संबंधित इलेक्ट्रिकल, मैकेनिकल और सिविल इंटरफ़ेस के काम और एक्सेसरीज़ शामिल हैं, जिनमें 1.0 एम/एस वीवीवीएफ ड्राइव, ऑटोमैटिक सेंटर-ओपनिंग दरवाज़े (कम से कम 700-2000 एमएम की खुली जगह), कार की ऊंचाई 2400 एमएम, फिनिश्ड फ्लोर की ऊंचाई 2600 एमएम, पिट की गहराई 1600 एमएम और हेड-रूम 5000 एमएम शामिल हैं; यह 952 कि.ग्रा. का वज़न उठाने के लिए उपयुक्त ट्रैक्शन मशीन से लैस है, जिसमें 8-19एम फाइबर-कोर सेल्फ-लुब्रिकेटिंग रस्सियाँ, गाइड रेल, बफ़र और पूरा होइस्टिंग/सस्पेंशन सिस्टम लगा है। माइक्रोप्रोसेसर-आधारित मोनोब्लॉक कंट्रोल पैनल, जिसमें क्लोज़्ड-लूप कंट्रोल, सेफ्टी टॉर्क-ऑफ़, ऑटोमैटिक रेस्क्यू डिवाइस (एआरडी), फ़ायरमैन ऑपरेशन, ओवरलोड प्रोटेक्शन, इमरजेंसी अलार्म/लाइट और आरडीएसओ के निर्देशों के अनुसार सभी ज़रूरी सेफ्टी फ़ीचर्स शामिल हैं; स्टेनलेस-स्टील कार जिसमें एलईडी लाइटिंग, वेंटिलेशन फ़ैन, हैंडरेल, वॉइस अनाउंसमेंट सिस्टम, और डिजिटल इंडिकेटर के साथ तोड़-फोड़-रोधी सीओपी और एलओपी लगे हैं; इसमें सभी केबलिंग, अर्थिंग, टेस्टिंग, कमीशनिंग, वैधानिक मंज़ूरियाँ और हैंडओवर शामिल हैं; साथ ही 2 साल की पूरी वारंटी भी है, जिसमें सभी पार्ट्स, लेबर और सर्विस शामिल है। लागत में आरडीएसओ निर्देश संख्या आरडीएसओ/2013/ईएम/एसपीईसी/0016 (आरवी ''2'') 2025 के अनुसार, लिफ्ट की वारंटी अवधि के दौरान दो साल का मुफ़्त मेंटेनेंस भी शामिल है। मेक- JHNSON/OTIS/SCHINDLER/Omega Elevators/Techno Industries या इसके बराबर। [वारंटी अवधि: डिलीवरी की तारीख से 24 महीने]। [निरीक्षण एजेंसी: टीपीआई, स्टेज इंस्पेक्शन: नहीं, स्टेज:0] [यूवीएएम लिंकिंगः आइटम प्रकारः गुड्स (आपूर्ति), मात्रा - एसएसई/इलेक्ट्रिकल/तिनसुकिया, एनएफआर (असम) के लिए 4 नग। पी. एल. नं. - 65289951002 8 (7) सरुपथर में- G+1 मंज़िलों (लगभग 10 मीटर की यात्रा) के लिए 14 यात्रियों (952 किलोग्राम) की क्षमता वाली एक पैसेंजर लिफ्ट का डिज़ाइन, सप्लाई, इंस्टॉलेशन, टेस्टिंग और कमीशनिंग; मशीनः गियरलेस, जिसमें आरडीएसओ स्पेसिफिकेशन नं. आरडीएसओ/2013/ईएम/एसपीईसी/0016 (आरवी ''2'') 2025 के अनुसार, शाफ्ट के ऊपरी हिस्से में एक परमानेंट मैग्नेट मोटर लगी होगी। मेक- JHNSON/OTIS/SCHINDLER/Omega Elevators/Techno Industries या इसके बराबर। [वारंटी अवधि: डिलीवरी की तारीख से 24 महीने]। पी. एल. नं. - 65289951118 5 (8) अमृत भारत स्टेशन के अंतर्गत लमडिंग, सरुपथर, चापरमुख, जागीरोड, दीफू, लंका और होजाई में लिफ्ट के लिए 2 साल की वारंटी अवधि पूरी होने की तारीख से 8 साल की अवधि के लिए व्यापक वार्षिक रखरखाव अनुबंध। पी. एल. नं. - 65289951124 0 (9) आपूर्ति आइटम का विवरण: G+1 मंज़िलों (लगभग 10 मीटर की यात्रा) के लिए 14 यात्रियों (952 किलोग्राम) की क्षमता वाली एक पैसेंजर लिफ्ट का डिज़ाइन, सप्लाई, इंस्टॉलेशन, टेस्टिंग और कमीशनिंग।: [438, 8, 1009, 1184]
column-2: [432, 6, 1015, 1936]
tender-number: क्र.सं.-3; निविदा सं. 60/25/5137बी/ओटी/247/2025-26,: [73, 681, 364, 696]
notice-columns: [6, 6, 1598, 1936]
closing-date: बंद/खुलने की तिथि: 27-04-2026: [12, 237, 425, 253]
column-3: [1015, 6, 1598, 1936]
notice-reference: निविदा सूचना सं. S/46/2025-26; दिनांकः 06-04-2026 : अधोहस्ताक्षरी द्वारा निम्नलिखित कार्य के लिए ई-निविदाएं आमंत्रित की जाती हैं :-: [12, 37, 425, 65]
railway-emblem-icon: [1121, 1875, 1165, 1919]
